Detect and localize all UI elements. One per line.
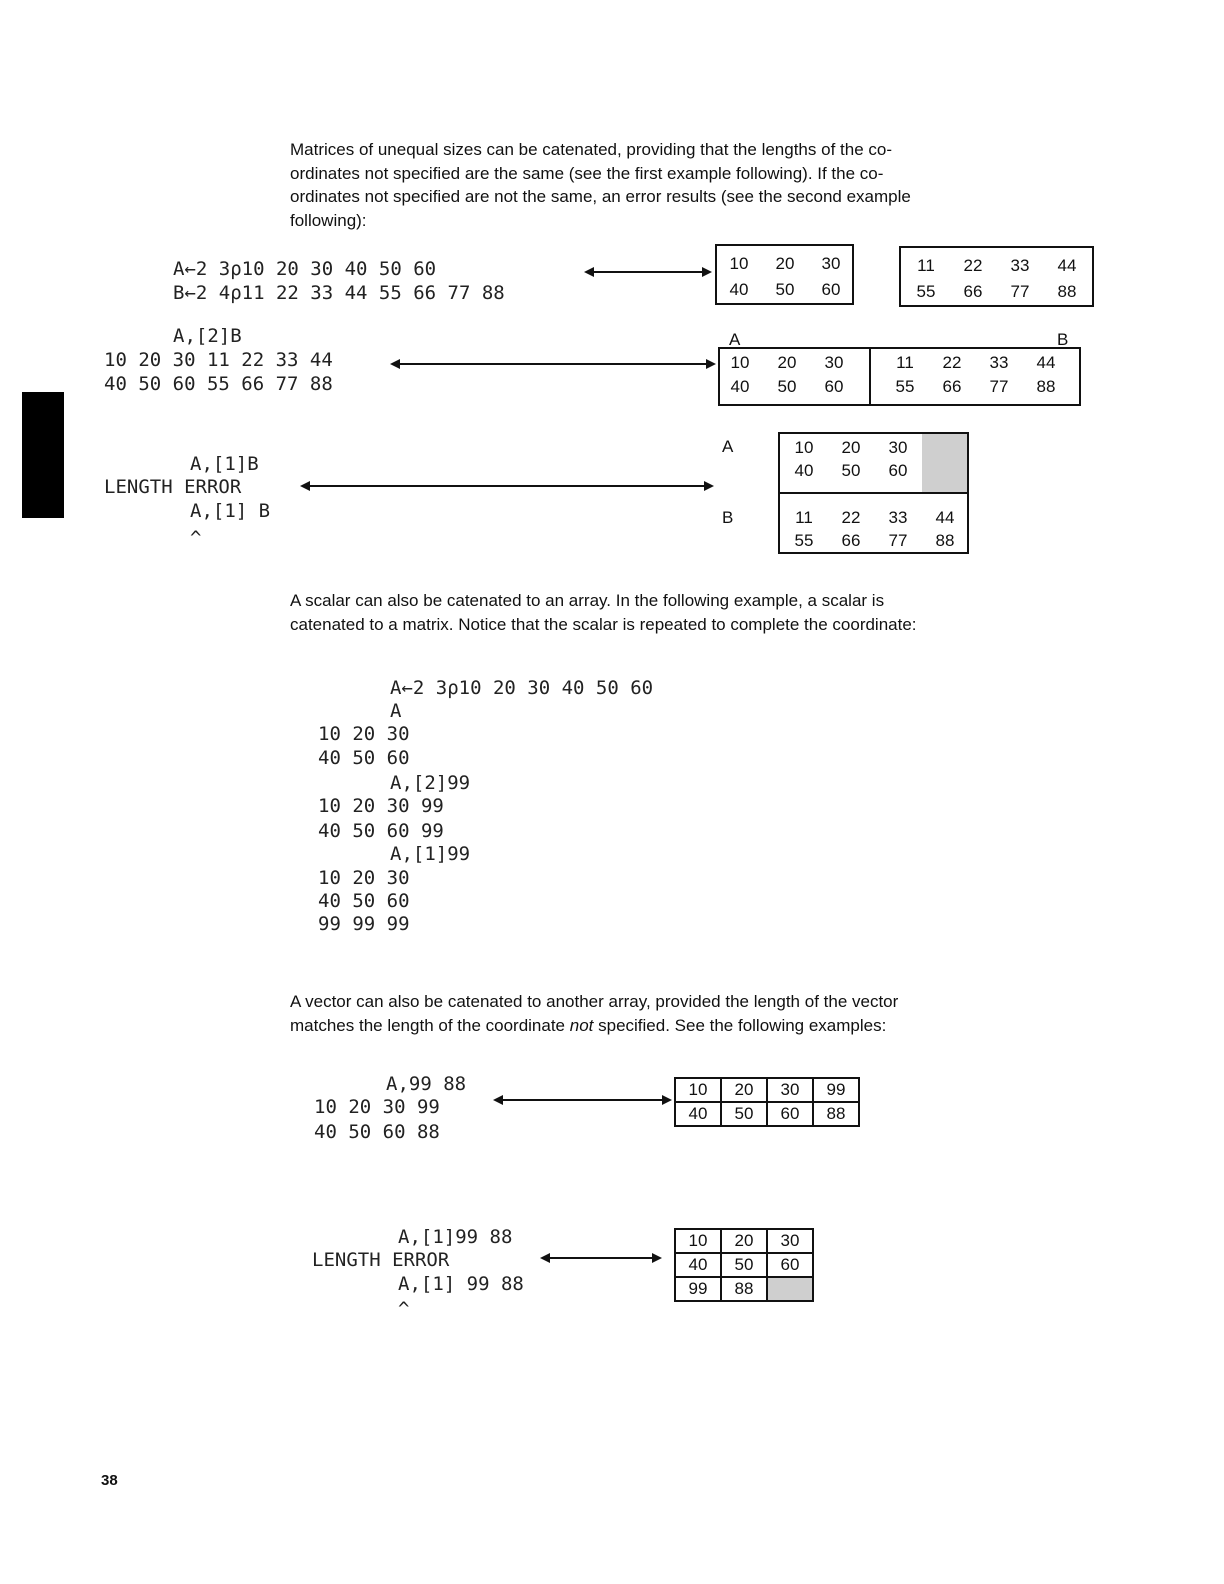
arrow [542,1257,660,1259]
cell: 10 [794,438,814,457]
cell: 10 [675,1078,721,1102]
cell: 33 [1010,256,1030,275]
cell: 60 [888,461,908,480]
cell: 20 [721,1078,767,1102]
error-message: LENGTH ERROR [104,476,242,498]
vector-paragraph-text: A vector can also be catenated to another array, provided the length of the vector matches the length of the coordinate [290,992,899,1035]
code-line: A,[1]99 88 [398,1226,513,1248]
cell: 30 [821,254,841,273]
label-a: A [722,437,734,456]
cell: 50 [777,377,797,396]
code-line: A,[1] 99 88 [398,1273,524,1295]
code-line: A [390,700,402,722]
matrix-a-box [715,244,854,305]
code-line: A,99 88 [386,1073,467,1095]
code-line: A,[2]99 [390,772,471,794]
cell: 20 [721,1229,767,1253]
cell: 40 [729,280,749,299]
arrow [392,363,714,365]
arrow [586,271,710,273]
cell: 11 [896,353,914,372]
code-line: 40 50 60 99 [318,820,444,842]
cell: 11 [917,256,935,275]
cell: 33 [888,508,908,527]
cell: 22 [963,256,983,275]
cell: 55 [794,531,814,550]
cell: 50 [721,1253,767,1277]
cell: 30 [824,353,844,372]
cell: 88 [721,1277,767,1301]
arrow [302,485,712,487]
code-line: 10 20 30 99 [314,1096,440,1118]
code-line: 10 20 30 99 [318,795,444,817]
cell: 88 [1036,377,1056,396]
cell: 40 [794,461,814,480]
code-line: 40 50 60 55 66 77 88 [104,373,333,395]
code-line: 99 99 99 [318,913,410,935]
cell: 40 [675,1253,721,1277]
cell: 88 [935,531,955,550]
divider [780,492,967,494]
code-line: 10 20 30 [318,867,410,889]
cell: 22 [942,353,962,372]
cell: 10 [675,1229,721,1253]
cell: 60 [821,280,841,299]
arrow [495,1099,670,1101]
cell: 50 [721,1102,767,1126]
code-line: 40 50 60 [318,747,410,769]
code-line: 40 50 60 [318,890,410,912]
cell: 30 [767,1229,813,1253]
cell: 50 [841,461,861,480]
cell: 66 [963,282,983,301]
change-bar [22,392,64,518]
cell: 44 [1057,256,1077,275]
error-caret: ^ [190,527,202,549]
code-line: A,[2]B [173,325,242,347]
catenated-matrix-box [718,347,1081,406]
vector-paragraph-text: specified. See the following examples: [593,1015,887,1035]
cell: 40 [730,377,750,396]
code-line: B←2 4⍴11 22 33 44 55 66 77 88 [173,282,505,304]
cell: 77 [888,531,908,550]
error-caret: ^ [398,1298,410,1320]
code-line: 40 50 60 88 [314,1121,440,1143]
cell: 88 [1057,282,1077,301]
cell: 10 [730,353,750,372]
label-a: A [729,330,741,349]
divider [869,349,871,404]
vector-catenate-grid [674,1077,860,1127]
cell: 50 [775,280,795,299]
matrix-b-box [899,246,1094,307]
code-line: A,[1]99 [390,843,471,865]
code-line: 10 20 30 11 22 33 44 [104,349,333,371]
scalar-paragraph: A scalar can also be catenated to an array. In the following example, a scalar is catenated to a matrix. Notice that the scalar is repeated to complete the coordinate: [290,591,917,634]
cell: 77 [989,377,1009,396]
cell: 55 [895,377,915,396]
cell: 44 [1036,353,1056,372]
code-line: 10 20 30 [318,723,410,745]
cell: 33 [989,353,1009,372]
code-line: A,[1] B [190,500,271,522]
label-b: B [1057,330,1069,349]
intro-paragraph: Matrices of unequal sizes can be catenated, providing that the lengths of the co-ordinates not specified are the same (see the first example following). If the co-ordinates not specified are not the same, an error results (see the second example following): [290,140,911,230]
cell: 44 [935,508,955,527]
cell: 88 [813,1102,859,1126]
cell: 99 [675,1277,721,1301]
label-b: B [722,508,734,527]
length-error-grid [674,1228,814,1302]
vector-paragraph [290,990,950,1037]
cell: 60 [767,1253,813,1277]
cell: 60 [767,1102,813,1126]
cell: 30 [888,438,908,457]
vector-paragraph-emphasis: not [569,1015,594,1035]
missing-cell-shade [767,1277,813,1301]
cell: 66 [841,531,861,550]
cell: 22 [841,508,861,527]
code-line: A,[1]B [190,453,259,475]
mismatched-matrix-box [778,432,969,554]
cell: 66 [942,377,962,396]
code-line: A←2 3⍴10 20 30 40 50 60 [173,258,437,280]
missing-cell-shade [922,434,967,492]
cell: 40 [675,1102,721,1126]
cell: 99 [813,1078,859,1102]
cell: 10 [729,254,749,273]
cell: 30 [767,1078,813,1102]
cell: 20 [841,438,861,457]
cell: 11 [795,508,813,527]
cell: 55 [916,282,936,301]
cell: 77 [1010,282,1030,301]
cell: 20 [775,254,795,273]
page-number: 38 [101,1472,118,1489]
code-line: A←2 3⍴10 20 30 40 50 60 [390,677,654,699]
cell: 20 [777,353,797,372]
error-message: LENGTH ERROR [312,1249,450,1271]
cell: 60 [824,377,844,396]
